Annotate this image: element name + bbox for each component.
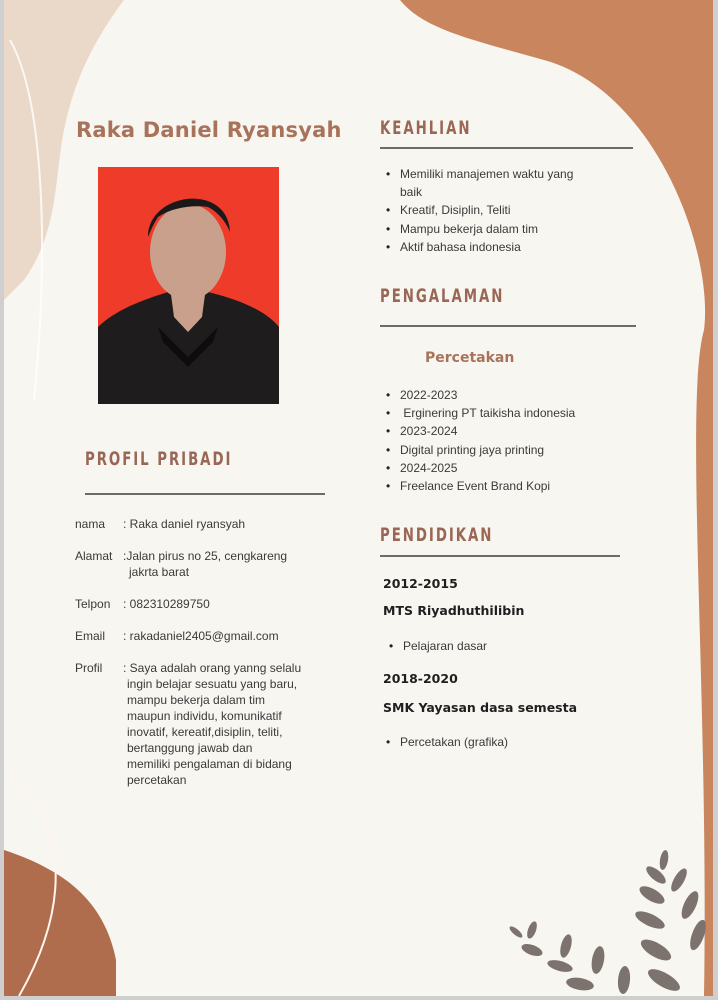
skills-divider — [380, 147, 633, 149]
section-title-skills: KEAHLIAN — [380, 117, 472, 139]
list-item: • Percetakan (grafika) — [400, 733, 508, 751]
education-divider — [380, 555, 620, 557]
list-item: • Aktif bahasa indonesia — [400, 238, 573, 256]
person-silhouette-icon — [98, 167, 279, 404]
education-detail-list — [380, 733, 508, 751]
section-title-experience: PENGALAMAN — [380, 285, 505, 307]
list-item: • 2023-2024 — [400, 422, 575, 440]
skills-list — [380, 165, 573, 256]
education-school: SMK Yayasan dasa semesta — [383, 700, 578, 715]
background-decoration — [4, 0, 713, 996]
list-item: • Pelajaran dasar — [403, 637, 487, 655]
section-title-education: PENDIDIKAN — [380, 524, 494, 546]
experience-list — [380, 386, 575, 495]
list-item: • Mampu bekerja dalam tim — [400, 220, 573, 238]
education-detail-list — [383, 637, 487, 655]
leaf-branch-icon — [508, 849, 709, 995]
section-title-profile: PROFIL PRIBADI — [85, 448, 233, 470]
education-school: MTS Riyadhuthilibin — [383, 603, 525, 618]
education-years: 2012-2015 — [383, 576, 458, 591]
list-item: • Erginering PT taikisha indonesia — [400, 404, 575, 422]
list-item: • 2022-2023 — [400, 386, 575, 404]
list-item: • Freelance Event Brand Kopi — [400, 477, 575, 495]
experience-divider — [380, 325, 636, 327]
list-item: • Memiliki manajemen waktu yang baik — [400, 165, 573, 201]
list-item: • 2024-2025 — [400, 459, 575, 477]
list-item: • Kreatif, Disiplin, Teliti — [400, 201, 573, 219]
person-name: Raka Daniel Ryansyah — [76, 118, 342, 142]
education-years: 2018-2020 — [383, 671, 458, 686]
experience-subtitle: Percetakan — [425, 350, 515, 366]
profile-photo — [98, 167, 279, 404]
list-item: • Digital printing jaya printing — [400, 441, 575, 459]
profile-divider — [85, 493, 325, 495]
resume-page: Raka Daniel Ryansyah PROFIL PRIBADI nama : Raka daniel ryansyah Alamat :Jalan pirus no 25, cengkareng jakrta barat Telpon : 082310289750 Email : rakadaniel2405@gmail.com Profil : Saya adalah orang yanng selalu ingin belajar sesuatu yang baru, mampu bekerja dalam tim maupun individu, komunikatif inovatif, kereatif,disiplin, teliti, bertanggung jawab dan memiliki pengalaman di bidang percetakan KEAHLIAN • Memiliki manajemen waktu yang baik • Kreatif, Disiplin, Teliti • Mampu bekerja dalam tim • Aktif bahasa indonesia PENGALAMAN Percetakan • 2022-2023 • Erginering PT taikisha indonesia • 2023-2024 • Digital printing jaya printing • 2024-2025 • Freelance Event Brand Kopi PENDIDIKAN 2012-2015 MTS Riyadhuthilibin • Pelajaran dasar 2018-2020 SMK Yayasan dasa semesta • Percetakan (grafika) — [4, 0, 713, 996]
